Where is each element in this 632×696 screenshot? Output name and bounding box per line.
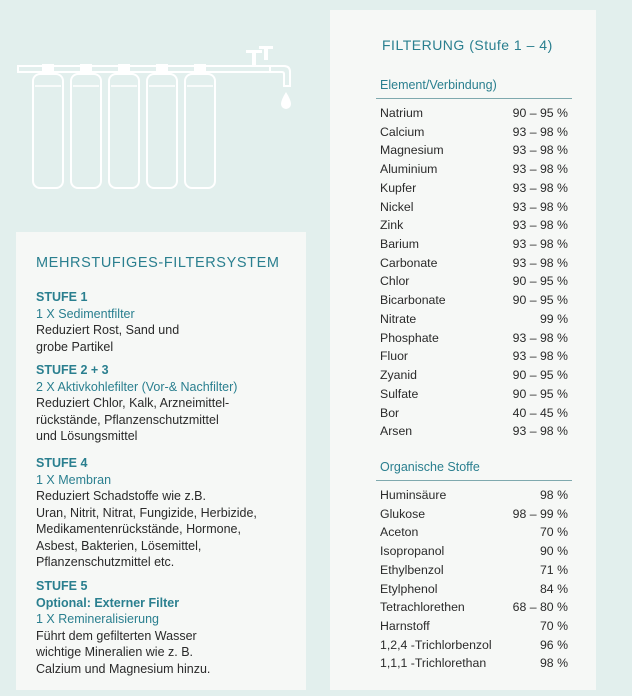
substance-name: Arsen	[380, 424, 413, 439]
reduction-rate: 93 – 98 %	[512, 218, 568, 233]
reduction-rate: 98 – 99 %	[512, 506, 568, 521]
reduction-rate: 93 – 98 %	[512, 255, 568, 270]
stage-description-line: Führt dem gefilterten Wasser	[36, 628, 197, 643]
substance-name: Magnesium	[380, 143, 444, 158]
reduction-rate: 40 – 45 %	[512, 405, 568, 420]
substance-name: Zink	[380, 218, 404, 233]
stage-description-line: Reduziert Schadstoffe wie z.B.	[36, 489, 206, 503]
substance-name: Zyanid	[380, 368, 417, 383]
stage-heading: STUFE 1	[36, 290, 88, 304]
stage-2-3	[36, 362, 296, 445]
table-row	[380, 654, 568, 673]
reduction-rate: 71 %	[539, 562, 568, 577]
substance-name: 1,2,4 -Trichlorbenzol	[380, 637, 492, 652]
stage-heading: STUFE 4	[36, 456, 88, 470]
elements-section-title: Element/Verbindung)	[380, 78, 497, 92]
stage-1	[36, 289, 296, 355]
stage-description-line: wichtige Mineralien wie z. B.	[36, 645, 194, 659]
stage-description-line: Reduziert Rost, Sand und	[36, 323, 180, 337]
stage-heading: STUFE 5	[36, 579, 88, 593]
substance-name: Nickel	[380, 199, 414, 214]
table-row	[380, 329, 568, 348]
filter-system-illustration	[12, 38, 302, 198]
organics-section-title: Organische Stoffe	[380, 460, 480, 474]
table-row	[380, 235, 568, 254]
reduction-rate: 96 %	[539, 637, 568, 652]
stage-description-line: grobe Partikel	[36, 339, 114, 354]
stage-description-line: Calzium und Magnesium hinzu.	[36, 661, 211, 676]
reduction-rate: 93 – 98 %	[512, 180, 568, 195]
table-row	[380, 216, 568, 235]
reduction-rate: 93 – 98 %	[512, 424, 568, 439]
table-row	[380, 160, 568, 179]
table-row	[380, 404, 568, 423]
stage-filter-type: 1 X Sedimentfilter	[36, 306, 135, 321]
substance-name: Isopropanol	[380, 544, 445, 559]
reduction-rate: 70 %	[539, 525, 568, 540]
table-row	[380, 104, 568, 123]
substance-name: Nitrate	[380, 311, 417, 326]
filter-stages-card	[16, 232, 306, 690]
substance-name: Calcium	[380, 124, 425, 139]
reduction-rate: 93 – 98 %	[512, 124, 568, 139]
stage-description-line: rückstände, Pflanzenschutzmittel	[36, 412, 219, 427]
reduction-rate: 93 – 98 %	[512, 199, 568, 214]
table-row	[380, 179, 568, 198]
substance-name: Aluminium	[380, 162, 438, 177]
elements-table	[380, 104, 568, 441]
organics-table	[380, 486, 568, 673]
substance-name: Natrium	[380, 106, 424, 120]
substance-name: Kupfer	[380, 180, 417, 195]
reduction-rate: 90 – 95 %	[512, 274, 568, 289]
filter-system-title: MEHRSTUFIGES-FILTERSYSTEM	[36, 255, 280, 271]
substance-name: Phosphate	[380, 330, 439, 345]
reduction-rate: 90 – 95 %	[512, 106, 568, 120]
table-row	[380, 366, 568, 385]
table-row	[380, 141, 568, 160]
reduction-rate: 98 %	[539, 488, 568, 502]
reduction-rate: 90 – 95 %	[512, 293, 568, 308]
stage-5	[36, 578, 296, 677]
reduction-rate: 68 – 80 %	[512, 600, 568, 615]
substance-name: Glukose	[380, 506, 426, 521]
table-row	[380, 486, 568, 505]
stage-description-line: und Lösungsmittel	[36, 429, 138, 443]
table-row	[380, 347, 568, 366]
table-row	[380, 272, 568, 291]
stage-description-line: Reduziert Chlor, Kalk, Arzneimittel-	[36, 396, 230, 410]
reduction-rate: 93 – 98 %	[512, 237, 568, 252]
table-row	[380, 636, 568, 655]
table-row	[380, 561, 568, 580]
stage-description-line: Asbest, Bakterien, Lösemittel,	[36, 538, 202, 553]
table-row	[380, 291, 568, 310]
reduction-rate: 90 – 95 %	[512, 386, 568, 401]
reduction-rate: 99 %	[539, 311, 568, 326]
reduction-rate: 93 – 98 %	[512, 349, 568, 364]
table-row	[380, 598, 568, 617]
filtration-table-card	[330, 10, 596, 690]
stage-filter-type: 1 X Remineralisierung	[36, 612, 159, 626]
table-row	[380, 542, 568, 561]
substance-name: Tetrachlorethen	[380, 600, 465, 615]
substance-name: 1,1,1 -Trichlorethan	[380, 656, 487, 671]
filtration-title: FILTERUNG (Stufe 1 – 4)	[382, 37, 553, 53]
stage-heading: STUFE 2 + 3	[36, 363, 109, 377]
substance-name: Harnstoff	[380, 619, 430, 634]
substance-name: Huminsäure	[380, 488, 447, 502]
substance-name: Chlor	[380, 274, 410, 289]
table-row	[380, 385, 568, 404]
substance-name: Barium	[380, 237, 419, 252]
reduction-rate: 70 %	[539, 619, 568, 634]
table-row	[380, 422, 568, 441]
substance-name: Bor	[380, 405, 400, 420]
stage-description-line: Pflanzenschutzmittel etc.	[36, 555, 175, 569]
table-row	[380, 254, 568, 273]
substance-name: Sulfate	[380, 386, 419, 401]
reduction-rate: 90 – 95 %	[512, 368, 568, 383]
stage-optional-note: Optional: Externer Filter	[36, 595, 180, 610]
stage-filter-type: 2 X Aktivkohlefilter (Vor-& Nachfilter)	[36, 379, 238, 394]
stage-filter-type: 1 X Membran	[36, 472, 112, 487]
reduction-rate: 93 – 98 %	[512, 162, 568, 177]
table-row	[380, 580, 568, 599]
table-row	[380, 617, 568, 636]
table-row	[380, 310, 568, 329]
section-divider	[376, 480, 572, 481]
table-row	[380, 198, 568, 217]
reduction-rate: 98 %	[539, 656, 568, 671]
table-row	[380, 505, 568, 524]
reduction-rate: 93 – 98 %	[512, 143, 568, 158]
stage-description-line: Uran, Nitrit, Nitrat, Fungizide, Herbizide,	[36, 505, 257, 520]
substance-name: Etylphenol	[380, 581, 438, 596]
substance-name: Carbonate	[380, 255, 438, 270]
substance-name: Aceton	[380, 525, 419, 540]
reduction-rate: 93 – 98 %	[512, 330, 568, 345]
section-divider	[376, 98, 572, 99]
stage-description-line: Medikamentenrückstände, Hormone,	[36, 522, 241, 536]
table-row	[380, 523, 568, 542]
table-row	[380, 123, 568, 142]
reduction-rate: 90 %	[539, 544, 568, 559]
reduction-rate: 84 %	[539, 581, 568, 596]
substance-name: Ethylbenzol	[380, 562, 444, 577]
stage-4	[36, 455, 296, 571]
substance-name: Fluor	[380, 349, 409, 364]
substance-name: Bicarbonate	[380, 293, 446, 308]
